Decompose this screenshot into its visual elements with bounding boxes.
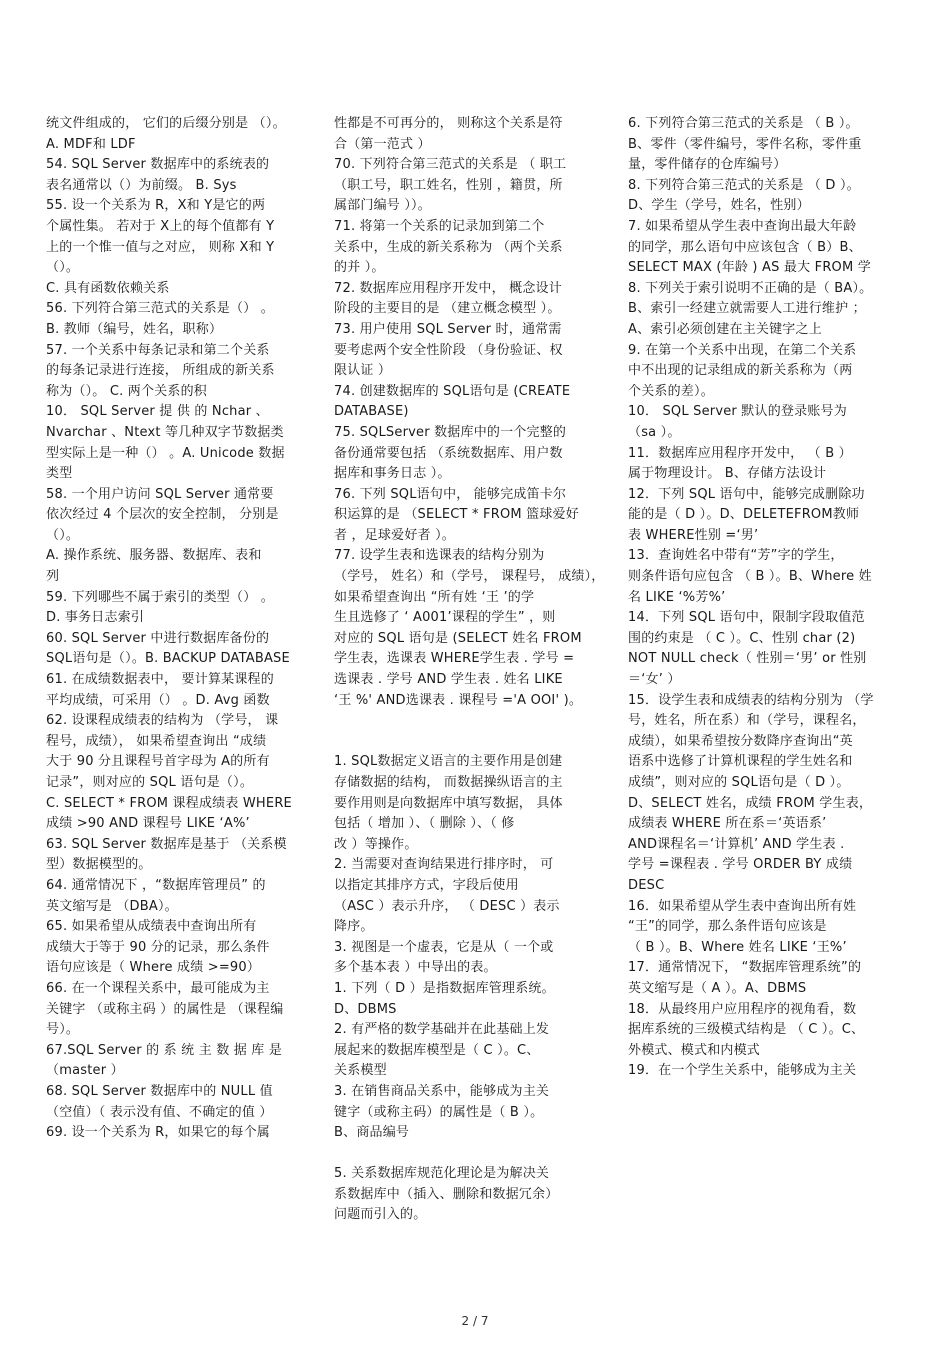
text-column-left <box>46 114 318 1144</box>
text-line: 63. SQL Server 数据库是基于 （关系模 <box>46 836 287 852</box>
text-line: 11．数据库应用程序开发中， （ B ） <box>628 445 852 461</box>
text-line: 个关系的差）。 <box>628 383 714 399</box>
text-line: 名 LIKE ‘%芳%’ <box>628 589 726 605</box>
text-line: 56. 下列符合第三范式的关系是（） 。 <box>46 301 274 317</box>
text-line: 中不出现的记录组成的新关系称为（两 <box>628 363 853 379</box>
text-line: 9. 在第一个关系中出现，在第二个关系 <box>628 342 857 358</box>
text-line: 英文缩写是（ A ）。A、DBMS <box>628 980 807 996</box>
text-line: （职工号，职工姓名，性别 ，籍贯，所 <box>334 177 563 193</box>
text-line: 降序。 <box>334 919 374 935</box>
text-line: 语系中选修了计算机课程的学生姓名和 <box>628 754 853 770</box>
text-line: 1. SQL数据定义语言的主要作用是创建 <box>334 754 563 770</box>
text-line: 16．如果希望从学生表中查询出所有姓 <box>628 898 857 914</box>
text-line: 成绩），如果希望按分数降序查询出“英 <box>628 733 853 749</box>
text-line: 展起来的数据库模型是（ C ）。C、 <box>334 1042 540 1058</box>
text-line: 68. SQL Server 数据库中的 NULL 值 <box>46 1083 273 1099</box>
text-line: SELECT MAX (年龄 ) AS 最大 FROM 学 <box>628 260 871 276</box>
text-line: 程号，成绩）， 如果希望查询出 “成绩 <box>46 733 267 749</box>
text-line: C. SELECT * FROM 课程成绩表 WHERE <box>46 795 292 811</box>
text-line: 外模式、模式和内模式 <box>628 1042 761 1058</box>
text-line: 号）。 <box>46 1022 80 1038</box>
text-line: AND课程名＝‘计算机’ AND 学生表 . <box>628 836 845 852</box>
text-line: 列 <box>46 569 60 585</box>
text-line: D、学生（学号，姓名，性别） <box>628 198 810 214</box>
text-line: （ASC ）表示升序， （ DESC ）表示 <box>334 898 560 914</box>
text-line: 号，姓名，所在系）和（学号，课程名， <box>628 713 866 729</box>
text-line: （ B ）。B、Where 姓名 LIKE ‘王%’ <box>628 939 847 955</box>
page-indicator: 2 / 7 <box>461 1314 489 1328</box>
text-line: 备份通常要包括 （系统数据库、用户数 <box>334 445 563 461</box>
text-line: 表名通常以（）为前缀。 B. Sys <box>46 177 237 193</box>
text-line: 76. 下列 SQL语句中， 能够完成笛卡尔 <box>334 486 567 502</box>
text-line: B. 教师（编号，姓名，职称） <box>46 321 223 337</box>
text-line: 以指定其排序方式，字段后使用 <box>334 877 519 893</box>
text-line: 属部门编号 ））。 <box>334 198 431 214</box>
text-line: NOT NULL check（ 性别＝‘男’ or 性别 <box>628 651 867 667</box>
text-line: 系数据库中（插入、删除和数据冗余） <box>334 1186 559 1202</box>
text-line: 15．设学生表和成绩表的结构分别为 （学 <box>628 692 874 708</box>
text-line: （）。 <box>46 260 80 276</box>
text-line: 类型 <box>46 466 73 482</box>
text-line: 据库系统的三级模式结构是 （ C ）。C、 <box>628 1022 865 1038</box>
text-line: Nvarchar 、Ntext 等几种双字节数据类 <box>46 424 284 440</box>
text-line: 的并 ）。 <box>334 260 385 276</box>
text-line: B、商品编号 <box>334 1125 410 1141</box>
text-line: 10． SQL Server 提 供 的 Nchar 、 <box>46 404 269 420</box>
text-line: ＝‘女’ ） <box>628 672 681 688</box>
text-line: 73. 用户使用 SQL Server 时，通常需 <box>334 321 562 337</box>
text-line: C. 具有函数依赖关系 <box>46 280 170 296</box>
text-line: 60. SQL Server 中进行数据库备份的 <box>46 630 270 646</box>
text-line: 积运算的是 （SELECT * FROM 篮球爱好 <box>334 507 579 523</box>
text-line: 成绩表 WHERE 所在系＝‘英语系’ <box>628 816 827 832</box>
text-line: 70. 下列符合第三范式的关系是 （ 职工 <box>334 157 567 173</box>
text-line: 则条件语句应包含 （ B ）。B、Where 姓 <box>628 569 872 585</box>
text-line: 18．从最终用户应用程序的视角看，数 <box>628 1001 857 1017</box>
text-line: 限认证 ） <box>334 363 392 379</box>
text-line: 58. 一个用户访问 SQL Server 通常要 <box>46 486 274 502</box>
text-line: 71. 将第一个关系的记录加到第二个 <box>334 218 545 234</box>
text-line: 属于物理设计。 B、存储方法设计 <box>628 466 827 482</box>
text-line: 能的是（ D ）。D、DELETEFROM教师 <box>628 507 860 523</box>
text-line: 成绩 >90 AND 课程号 LIKE ‘A%’ <box>46 816 250 832</box>
text-line: 57. 一个关系中每条记录和第二个关系 <box>46 342 270 358</box>
text-line: 存储数据的结构， 而数据操纵语言的主 <box>334 775 563 790</box>
text-line: D、DBMS <box>334 1001 397 1017</box>
text-line: 称为（）。 C. 两个关系的积 <box>46 383 207 399</box>
text-line: 关键字 （或称主码 ）的属性是 （课程编 <box>46 1001 284 1017</box>
text-line: 学生表，选课表 WHERE学生表 . 学号 = <box>334 651 575 667</box>
text-line: 19．在一个学生关系中，能够成为主关 <box>628 1063 857 1079</box>
text-line: 多个基本表 ）中导出的表。 <box>334 960 497 976</box>
text-line: 的同学，那么语句中应该包含（ B）B、 <box>628 239 862 255</box>
text-line: 72. 数据库应用程序开发中， 概念设计 <box>334 280 562 296</box>
text-line: 1. 下列（ D ）是指数据库管理系统。 <box>334 980 555 996</box>
text-column-right <box>628 114 910 1082</box>
text-line: 性都是不可再分的， 则称这个关系是符 <box>334 116 563 131</box>
text-line: 10． SQL Server 默认的登录账号为 <box>628 404 847 420</box>
text-line: 69. 设一个关系为 R，如果它的每个属 <box>46 1125 270 1141</box>
text-line: 6. 下列符合第三范式的关系是 （ B ）。 <box>628 116 859 131</box>
text-line: 2. 有严格的数学基础并在此基础上发 <box>334 1022 550 1038</box>
text-line: “王”的同学，那么条件语句应该是 <box>628 919 827 935</box>
text-line: （学号， 姓名）和（学号， 课程号， 成绩）， <box>334 569 605 585</box>
text-line: B、索引一经建立就需要人工进行维护 ； <box>628 301 866 317</box>
text-line: （）。 <box>46 527 80 543</box>
text-line: 61. 在成绩数据表中， 要计算某课程的 <box>46 672 274 688</box>
text-line: 平均成绩，可采用（） 。D. Avg 函数 <box>46 692 270 708</box>
text-line: 67.SQL Server 的 系 统 主 数 据 库 是 <box>46 1042 283 1058</box>
text-line: D. 事务日志索引 <box>46 610 145 626</box>
text-line: 13．查询姓名中带有“芳”字的学生， <box>628 548 844 564</box>
text-line: 54. SQL Server 数据库中的系统表的 <box>46 157 270 173</box>
text-line: ‘王 %' AND选课表 . 课程号 ='A OOI' )。 <box>334 692 583 708</box>
text-line: 74. 创建数据库的 SQL语句是 (CREATE <box>334 383 571 399</box>
text-line <box>334 711 606 732</box>
text-line: 如果希望查询出 “所有姓 ‘王 ’的学 <box>334 589 535 605</box>
text-line: 上的一个惟一值与之对应， 则称 X和 Y <box>46 239 275 255</box>
text-line: 语句应该是（ Where 成绩 >=90） <box>46 960 261 976</box>
text-line: 17．通常情况下， “数据库管理系统”的 <box>628 960 862 976</box>
text-line: 64. 通常情况下 ，“数据库管理员” 的 <box>46 877 266 893</box>
text-line: D、SELECT 姓名，成绩 FROM 学生表， <box>628 795 873 811</box>
text-line: 59. 下列哪些不属于索引的类型（） 。 <box>46 589 274 605</box>
text-line: SQL语句是（）。B. BACKUP DATABASE <box>46 651 290 667</box>
text-line: 关系中，生成的新关系称为 （两个关系 <box>334 239 563 255</box>
text-line: 表 WHERE性别 =‘男’ <box>628 527 759 543</box>
text-line: （sa ）。 <box>628 424 681 440</box>
text-line: 要考虑两个安全性阶段 （身份验证、权 <box>334 342 563 358</box>
text-line: （master ） <box>46 1063 124 1079</box>
text-line: A、索引必须创建在主关键字之上 <box>628 321 822 337</box>
text-line: （空值）（ 表示没有值、不确定的值 ） <box>46 1104 273 1120</box>
text-line: 生且选修了 ‘ A001’课程的学生” ，则 <box>334 610 556 626</box>
text-line: DATABASE) <box>334 404 409 420</box>
text-line: 2. 当需要对查询结果进行排序时， 可 <box>334 857 554 873</box>
text-line: 量，零件储存的仓库编号） <box>628 157 787 173</box>
text-line: 77. 设学生表和选课表的结构分别为 <box>334 548 545 564</box>
text-line: 选课表 . 学号 AND 学生表 . 姓名 LIKE <box>334 672 563 688</box>
text-line: 12．下列 SQL 语句中，能够完成删除功 <box>628 486 865 502</box>
text-line: B、零件（零件编号，零件名称，零件重 <box>628 136 862 152</box>
text-line: 者 ，足球爱好者 ）。 <box>334 527 455 543</box>
text-line: 55. 设一个关系为 R，X和 Y是它的两 <box>46 198 266 214</box>
text-line <box>334 732 606 753</box>
text-line: 14．下列 SQL 语句中，限制字段取值范 <box>628 610 865 626</box>
text-line: 依次经过 4 个层次的安全控制， 分别是 <box>46 507 279 523</box>
text-line: 3. 视图是一个虚表，它是从（ 一个或 <box>334 939 554 955</box>
text-line: 大于 90 分且课程号首字母为 A的所有 <box>46 754 270 770</box>
text-line: 5. 关系数据库规范化理论是为解决关 <box>334 1166 550 1182</box>
text-line <box>334 1144 606 1165</box>
text-line: 成绩”，则对应的 SQL语句是（ D ）。 <box>628 775 850 790</box>
text-line: 8. 下列符合第三范式的关系是 （ D ）。 <box>628 177 860 193</box>
text-line: 的每条记录进行连接， 所组成的新关系 <box>46 363 275 379</box>
text-line: 对应的 SQL 语句是 (SELECT 姓名 FROM <box>334 630 582 646</box>
text-line: A. MDF和 LDF <box>46 136 136 152</box>
text-line: 7. 如果希望从学生表中查询出最大年龄 <box>628 218 857 234</box>
text-column-middle <box>334 114 606 1226</box>
text-line: 62. 设课程成绩表的结构为 （学号， 课 <box>46 713 279 729</box>
text-line: 75. SQLServer 数据库中的一个完整的 <box>334 424 567 440</box>
text-line: 据库和事务日志 ）。 <box>334 466 451 482</box>
text-line: 记录”，则对应的 SQL 语句是（）。 <box>46 775 254 790</box>
text-line: 改 ）等操作。 <box>334 836 418 852</box>
text-line: 要作用则是向数据库中填写数据， 具体 <box>334 795 563 811</box>
text-line: 键字（或称主码）的属性是（ B ）。 <box>334 1104 544 1120</box>
text-line: 统文件组成的， 它们的后缀分别是 （）。 <box>46 116 286 131</box>
text-line: 8. 下列关于索引说明不正确的是（ BA）。 <box>628 280 873 296</box>
text-line: 学号 =课程表 . 学号 ORDER BY 成绩 <box>628 857 853 873</box>
text-line: 个属性集。 若对于 X上的每个值都有 Y <box>46 218 275 234</box>
text-line: 成绩大于等于 90 分的记录，那么条件 <box>46 939 270 955</box>
text-line: 问题而引入的。 <box>334 1207 427 1223</box>
text-line: 合（第一范式 ） <box>334 136 431 152</box>
text-line: 关系模型 <box>334 1063 387 1079</box>
text-line: 英文缩写是 （DBA）。 <box>46 898 178 914</box>
text-line: 型）数据模型的。 <box>46 857 152 873</box>
text-line: A. 操作系统、服务器、数据库、表和 <box>46 548 262 564</box>
text-line: DESC <box>628 877 665 893</box>
text-line: 包括（ 增加 ）、（ 删除 ）、（ 修 <box>334 816 515 832</box>
text-line: 围的约束是 （ C ）。C、性别 char (2) <box>628 630 856 646</box>
text-line: 型实际上是一种（） 。A. Unicode 数据 <box>46 445 285 461</box>
text-line: 阶段的主要目的是 （建立概念模型 ）。 <box>334 301 561 317</box>
text-line: 66. 在一个课程关系中，最可能成为主 <box>46 980 270 996</box>
text-line: 65. 如果希望从成绩表中查询出所有 <box>46 919 257 935</box>
text-line: 3. 在销售商品关系中，能够成为主关 <box>334 1083 550 1099</box>
